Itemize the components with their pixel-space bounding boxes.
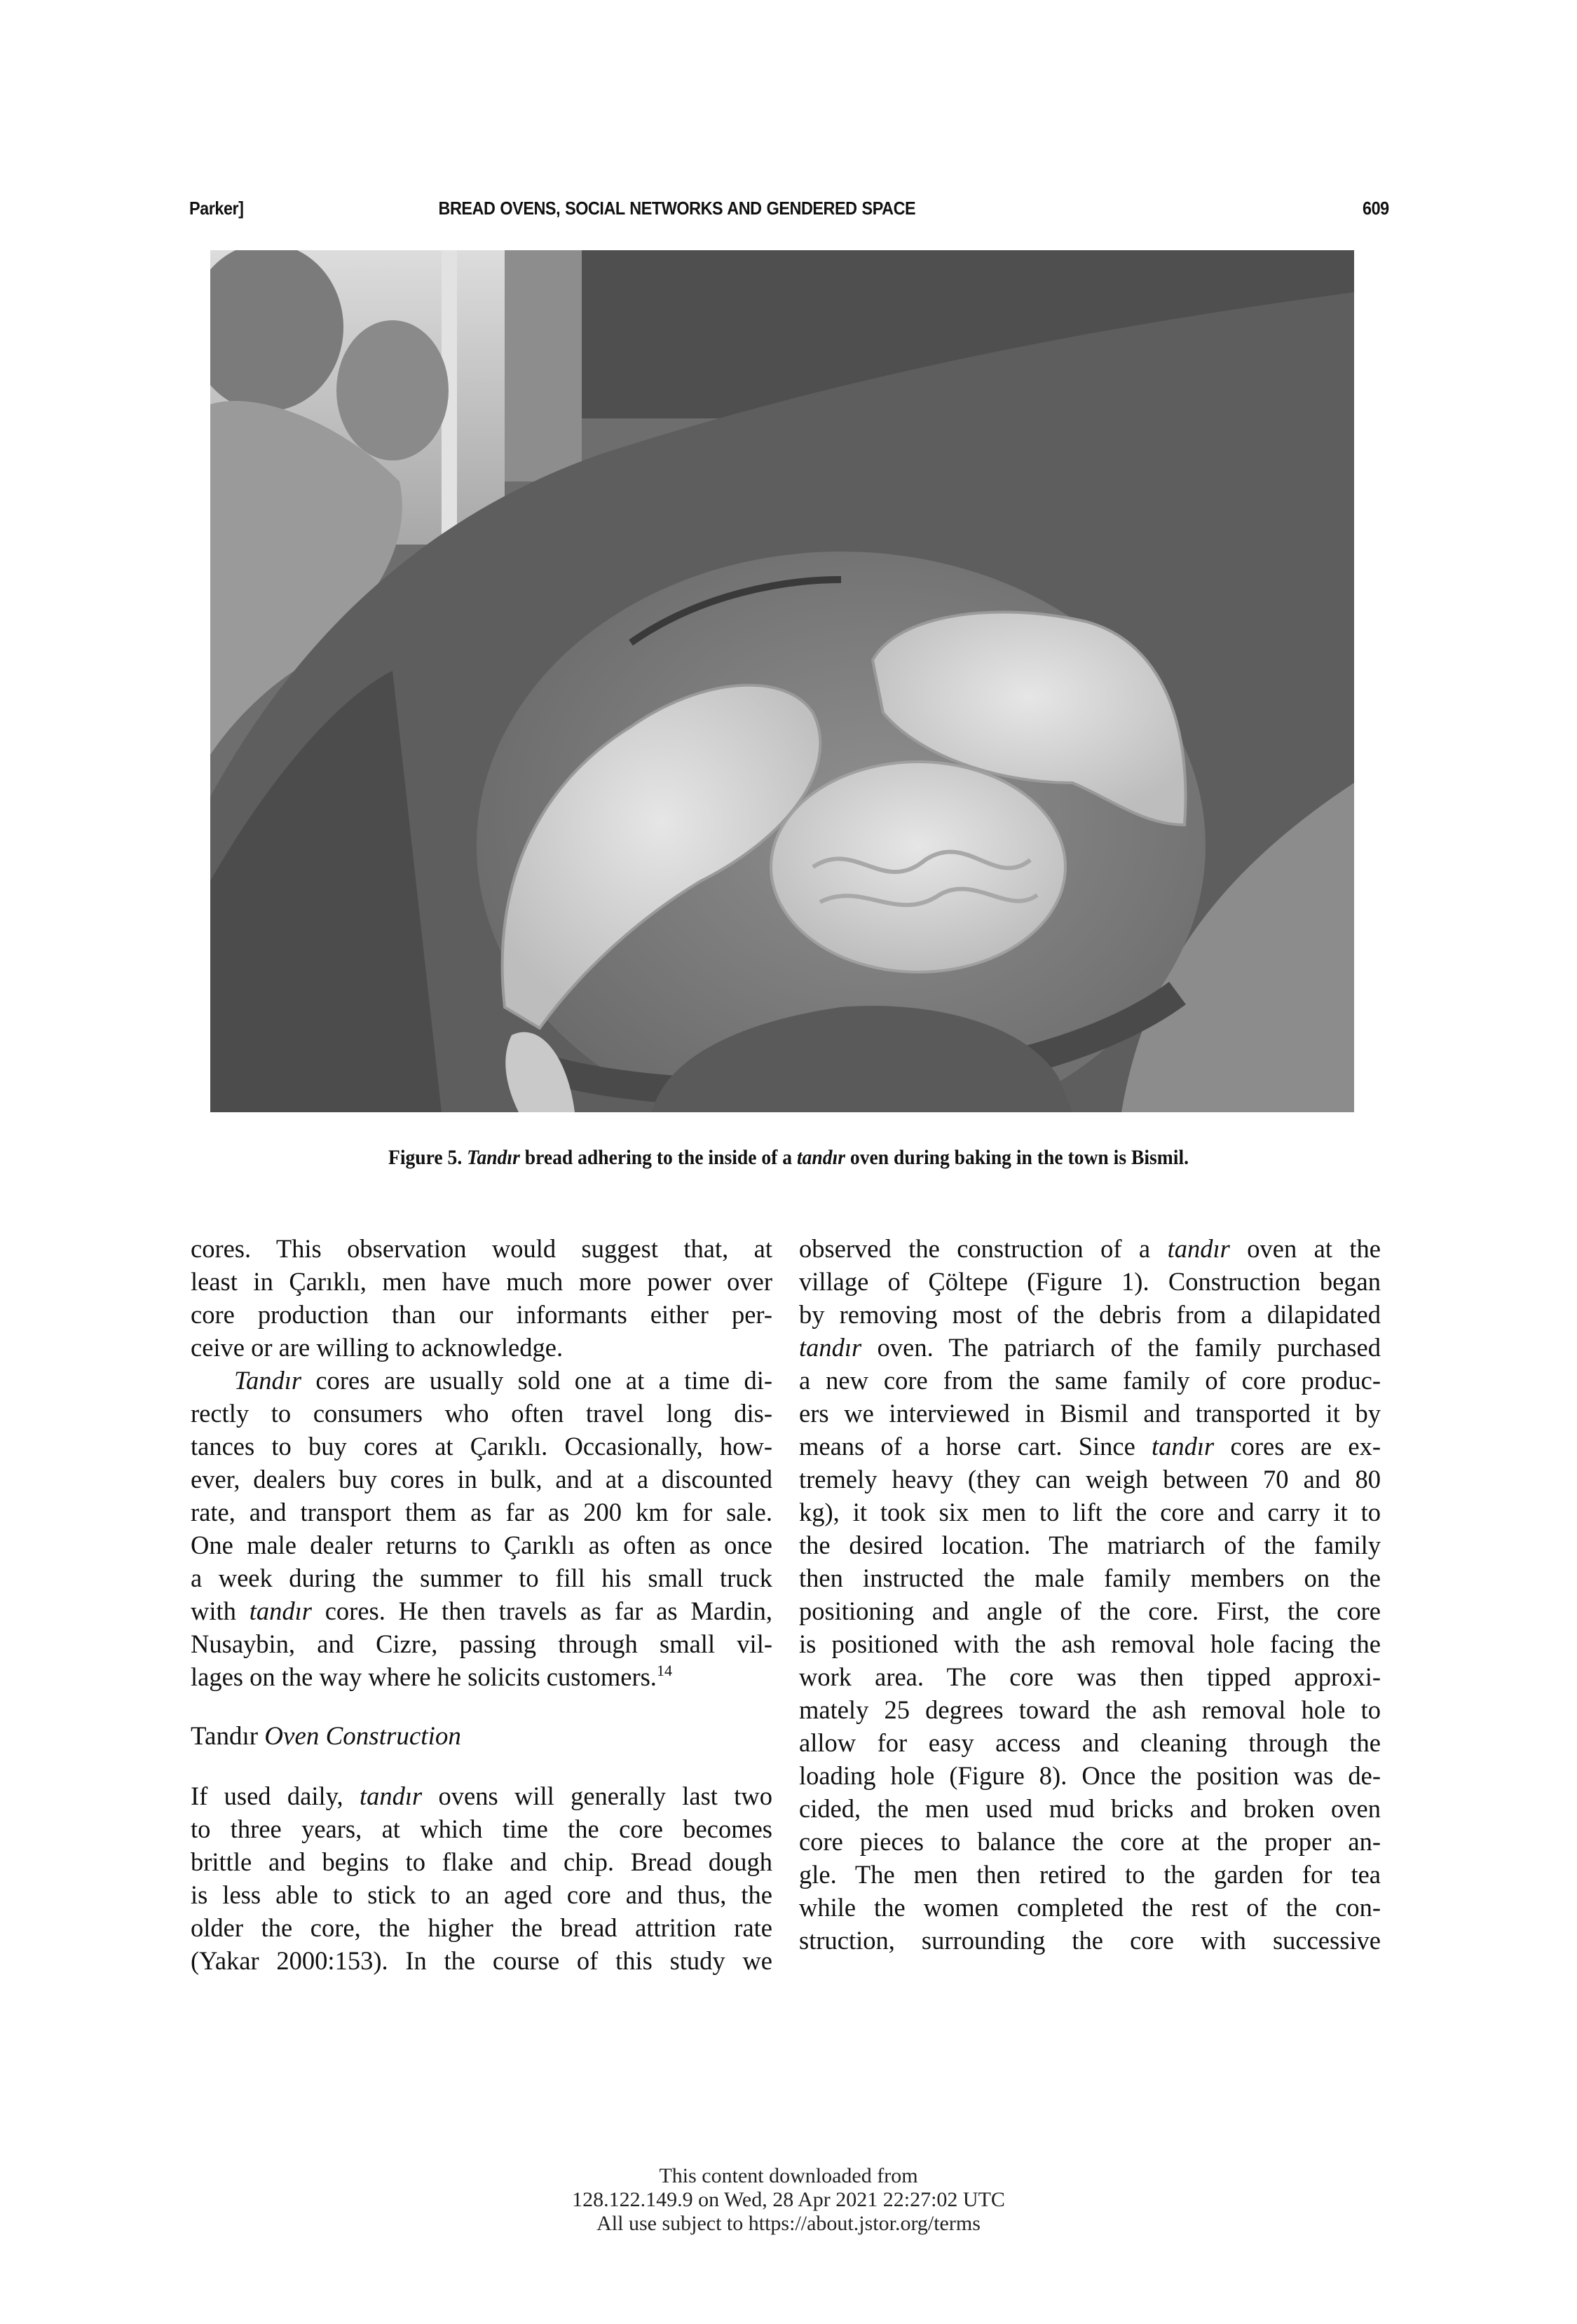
paragraph [799, 1232, 1381, 1957]
text-line: a new core from the same family of core produc- [799, 1366, 1381, 1395]
text-line: If used daily, tandır ovens will generally last two [191, 1782, 772, 1810]
text-line: cided, the men used mud bricks and broken oven [799, 1794, 1381, 1823]
italic-term: tandır [359, 1782, 423, 1810]
text-line: tandır oven. The patriarch of the family purchased [799, 1333, 1381, 1362]
footer-line: 128.122.149.9 on Wed, 28 Apr 2021 22:27:02 UTC [572, 2188, 1005, 2211]
body-column-right [799, 1232, 1381, 1957]
text-line: positioning and angle of the core. First, the core [799, 1597, 1381, 1625]
text-line: is positioned with the ash removal hole facing the [799, 1629, 1381, 1658]
text-line: work area. The core was then tipped approxi- [799, 1662, 1381, 1691]
text-line: mately 25 degrees toward the ash removal hole to [799, 1695, 1381, 1724]
footer-terms-line: All use subject to https://about.jstor.org/terms [596, 2212, 981, 2235]
text-line: with tandır cores. He then travels as far as Mardin, [191, 1597, 772, 1625]
footnote-reference[interactable]: 14 [656, 1662, 672, 1679]
italic-term: Tandır [234, 1366, 302, 1395]
page-number: 609 [1363, 198, 1389, 219]
text-line: struction, surrounding the core with successive [799, 1926, 1381, 1955]
body-column-left [191, 1232, 772, 1977]
text-line: allow for easy access and cleaning through the [799, 1728, 1381, 1757]
running-head-title: BREAD OVENS, SOCIAL NETWORKS AND GENDERED SPACE [438, 198, 916, 219]
text-line: village of Çöltepe (Figure 1). Construction began [799, 1267, 1381, 1296]
text-line: older the core, the higher the bread attrition rate [191, 1913, 772, 1942]
text-line: core pieces to balance the core at the proper an- [799, 1827, 1381, 1856]
text-line: tances to buy cores at Çarıklı. Occasionally, how- [191, 1432, 772, 1461]
text-line: lages on the way where he solicits customers.$^{14}$ [191, 1662, 672, 1691]
text-line: loading hole (Figure 8). Once the position was de- [799, 1761, 1381, 1790]
figure-photo [210, 250, 1354, 1112]
caption-italic-term: tandır [796, 1146, 845, 1169]
download-notice-footer [0, 2164, 1577, 2236]
text-line: means of a horse cart. Since tandır cores are ex- [799, 1432, 1381, 1461]
text-line: ceive or are willing to acknowledge. [191, 1333, 564, 1362]
text-line: rectly to consumers who often travel long dis- [191, 1399, 772, 1428]
italic-term: tandır [1152, 1432, 1215, 1461]
text-line: One male dealer returns to Çarıklı as often as once [191, 1531, 772, 1559]
running-head [189, 198, 1389, 226]
text-line: least in Çarıklı, men have much more power over [191, 1267, 772, 1296]
running-head-author: Parker] [189, 198, 244, 219]
caption-text: bread adhering to the inside of a [519, 1146, 797, 1169]
footer-line: This content downloaded from [659, 2164, 918, 2187]
text-line: observed the construction of a tandır oven at the [799, 1234, 1381, 1263]
tandir-oven-photo-illustration [210, 250, 1354, 1112]
text-line: brittle and begins to flake and chip. Bread dough [191, 1847, 772, 1876]
text-line: ever, dealers buy cores in bulk, and at a discounted [191, 1465, 772, 1493]
caption-text: oven during baking in the town is Bismil. [845, 1146, 1189, 1169]
text-line: Nusaybin, and Cizre, passing through small vil- [191, 1629, 772, 1658]
text-line: cores. This observation would suggest that, at [191, 1234, 772, 1263]
text-line: then instructed the male family members on the [799, 1564, 1381, 1592]
text-line: is less able to stick to an aged core and thus, the [191, 1880, 772, 1909]
paragraph [191, 1232, 772, 1364]
text-line: ers we interviewed in Bismil and transported it by [799, 1399, 1381, 1428]
italic-term: tandır [1167, 1234, 1230, 1263]
text-line: tremely heavy (they can weigh between 70 and 80 [799, 1465, 1381, 1493]
caption-italic-term: Tandır [467, 1146, 520, 1169]
text-line: Tandır cores are usually sold one at a time di- [234, 1366, 772, 1395]
text-line: core production than our informants either per- [191, 1300, 772, 1329]
figure-caption [63, 1146, 1514, 1170]
text-line: gle. The men then retired to the garden for tea [799, 1860, 1381, 1889]
text-line: a week during the summer to fill his small truck [191, 1564, 772, 1592]
text-line: to three years, at which time the core becomes [191, 1814, 772, 1843]
text-line: (Yakar 2000:153). In the course of this study we [191, 1946, 772, 1975]
caption-label: Figure 5. [388, 1146, 463, 1169]
text-line: while the women completed the rest of the con- [799, 1893, 1381, 1922]
text-line: the desired location. The matriarch of the family [799, 1531, 1381, 1559]
italic-term: tandır [799, 1333, 862, 1362]
paragraph [191, 1364, 772, 1693]
section-heading: Tandır Oven Construction [191, 1722, 461, 1751]
text-line: rate, and transport them as far as 200 km for sale. [191, 1498, 772, 1526]
paragraph [191, 1779, 772, 1977]
italic-term: tandır [249, 1597, 312, 1625]
text-line: kg), it took six men to lift the core and carry it to [799, 1498, 1381, 1526]
text-line: by removing most of the debris from a dilapidated [799, 1300, 1381, 1329]
